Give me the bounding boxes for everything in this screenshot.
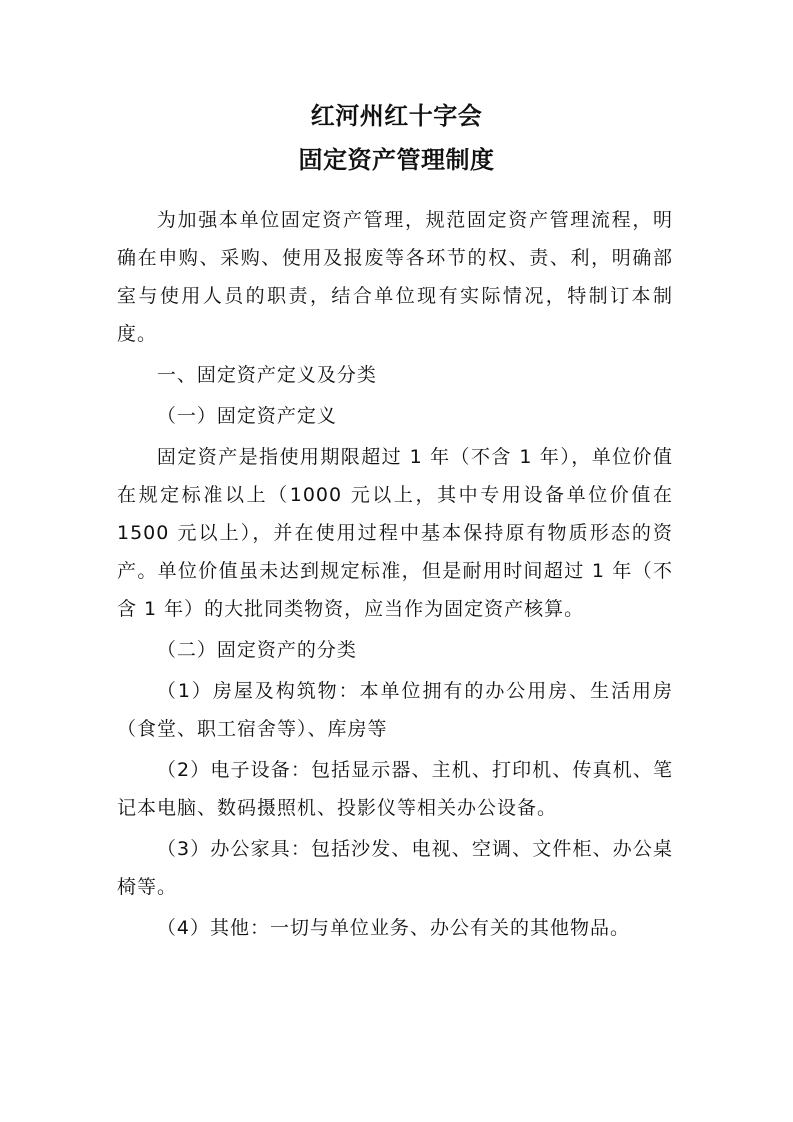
section-heading-1: 一、固定资产定义及分类 xyxy=(156,364,377,386)
document-title-main: 固定资产管理制度 xyxy=(298,145,495,174)
document-body xyxy=(117,201,673,947)
list-item-furniture: （3）办公家具：包括沙发、电视、空调、文件柜、办公桌椅等。 xyxy=(117,838,673,898)
list-item-electronics: （2）电子设备：包括显示器、主机、打印机、传真机、笔记本电脑、数码摄照机、投影仪等相关办公设备。 xyxy=(117,759,673,819)
list-item-other: （4）其他：一切与单位业务、办公有关的其他物品。 xyxy=(156,917,630,939)
paragraph-definition: 固定资产是指使用期限超过 1 年（不含 1 年），单位价值在规定标准以上（1000 元以上，其中专用设备单位价值在 1500 元以上），并在使用过程中基本保持原有物质形态的资产。单位价值虽未达到规定标准，但是耐用时间超过 1 年（不含 1 年）的大批同类物资，应当作为固定资产核算。 xyxy=(117,446,673,620)
paragraph-intro: 为加强本单位固定资产管理，规范固定资产管理流程，明确在申购、采购、使用及报废等各环节的权、责、利，明确部室与使用人员的职责，结合单位现有实际情况，特制订本制度。 xyxy=(117,209,673,345)
subsection-heading-1: （一）固定资产定义 xyxy=(156,405,337,427)
subsection-heading-2: （二）固定资产的分类 xyxy=(156,639,357,661)
document-title-org: 红河州红十字会 xyxy=(310,101,483,130)
list-item-buildings: （1）房屋及构筑物：本单位拥有的办公用房、生活用房（食堂、职工宿舍等）、库房等 xyxy=(117,680,673,740)
